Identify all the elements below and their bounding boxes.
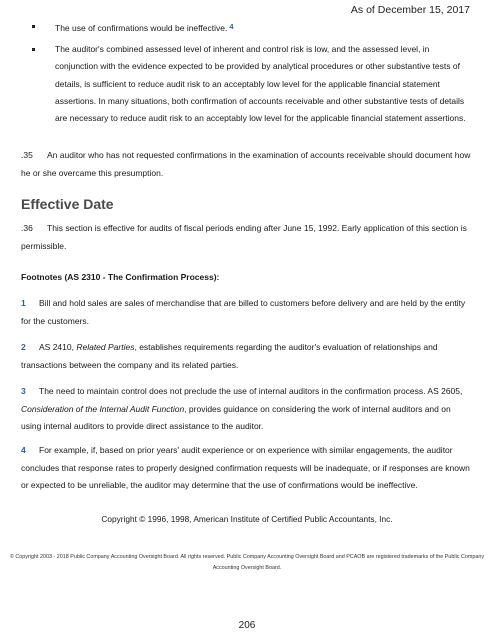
page-number: 206 bbox=[238, 620, 256, 631]
pcaob-copyright: © Copyright 2003 - 2018 Public Company Accounting Oversight Board. All rights reserved. Public Company Accounting Oversight Board and PCAOB are registered trademarks of the Public Company Accounting Oversight Board. bbox=[9, 554, 485, 571]
bullet-text: The use of confirmations would be ineffective. bbox=[55, 23, 228, 33]
square-bullet-icon bbox=[32, 25, 35, 28]
paragraph-text: An auditor who has not requested confirmations in the examination of accounts receivable should document how he or she overcame this presumption. bbox=[21, 150, 471, 178]
standard-title: Related Parties bbox=[76, 342, 135, 352]
paragraph-35 bbox=[21, 147, 473, 182]
footnote-text: Bill and hold sales are sales of merchandise that are billed to customers before delivery and are held by the entity for the customers. bbox=[21, 298, 466, 326]
footnote-number-link[interactable]: 2 bbox=[21, 342, 26, 352]
bullet-list bbox=[32, 18, 472, 127]
footnote-number-link[interactable]: 1 bbox=[21, 298, 26, 308]
square-bullet-icon bbox=[32, 48, 35, 51]
bullet-text: The auditor's combined assessed level of inherent and control risk is low, and the assessed level, in conjunction with the evidence expected to be provided by analytical procedures or other substantive tests of details, is sufficient to reduce audit risk to an acceptably low level for the applicable financial statement assertions. In many situations, both confirmation of accounts receivable and other substantive tests of details are necessary to reduce audit risk to an acceptably low level for the applicable financial statement assertions. bbox=[55, 44, 466, 124]
aicpa-copyright: Copyright © 1996, 1998, American Institute of Certified Public Accountants, Inc. bbox=[101, 514, 393, 524]
footnote-text: AS 2410, bbox=[39, 342, 77, 352]
footnote-ref-4-link[interactable]: 4 bbox=[229, 22, 234, 31]
paragraph-number: .35 bbox=[21, 150, 33, 160]
bullet-item bbox=[32, 41, 472, 127]
footnote-4 bbox=[21, 442, 473, 495]
standard-title: Consideration of the Internal Audit Function bbox=[21, 403, 185, 414]
bullet-item bbox=[32, 18, 472, 37]
paragraph-text: This section is effective for audits of fiscal periods ending after June 15, 1992. Early application of this section is permissible. bbox=[21, 223, 467, 251]
footnote-1 bbox=[21, 295, 473, 330]
footnote-number-link[interactable]: 3 bbox=[21, 386, 26, 396]
page-header-date: As of December 15, 2017 bbox=[350, 4, 470, 16]
footnote-2 bbox=[21, 339, 473, 374]
paragraph-36 bbox=[21, 220, 473, 255]
footnote-text: , provides guidance on considering the work of internal auditors and on using internal auditors to provide direct assistance to the auditor. bbox=[21, 403, 451, 431]
footnotes-title: Footnotes (AS 2310 - The Confirmation Process): bbox=[21, 272, 220, 282]
footnote-number-link[interactable]: 4 bbox=[21, 445, 26, 455]
footnote-text: The need to maintain control does not preclude the use of internal auditors in the confirmation process. AS 2605, bbox=[39, 386, 463, 396]
paragraph-number: .36 bbox=[21, 223, 33, 233]
footnote-text: , establishes requirements regarding the auditor's evaluation of relationships and transactions between the company and its related parties. bbox=[21, 342, 438, 370]
footnote-3 bbox=[21, 383, 473, 436]
section-heading-effective-date: Effective Date bbox=[21, 196, 114, 212]
footnote-text: For example, if, based on prior years' audit experience or on experience with similar engagements, the auditor concludes that response rates to properly designed confirmation requests will be inadequate, or if responses are known or expected to be unreliable, the auditor may determine that the use of confirmations would be ineffective. bbox=[21, 445, 470, 490]
